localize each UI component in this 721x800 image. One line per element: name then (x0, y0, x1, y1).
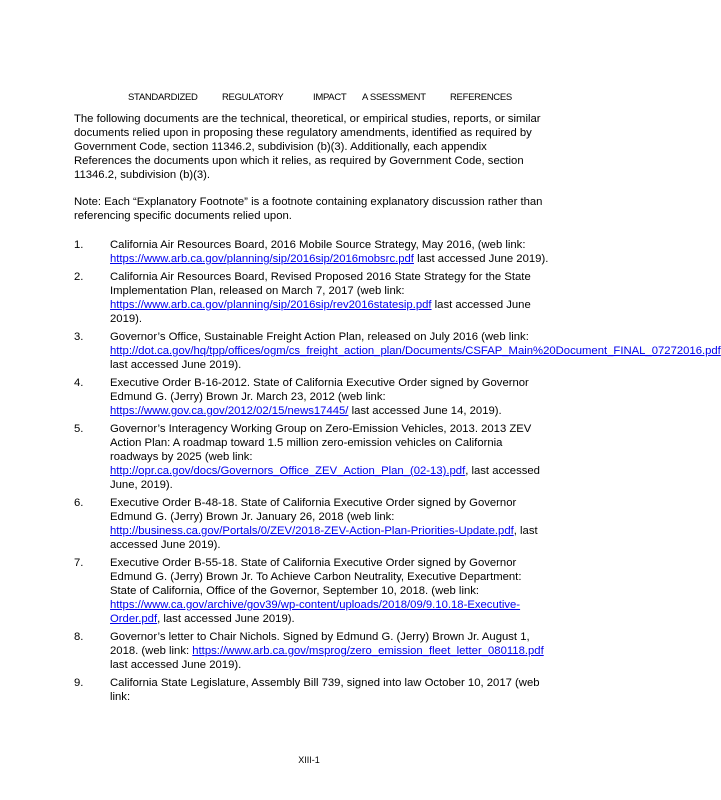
reference-list (74, 238, 721, 708)
heading-word-1: STANDARDIZED (128, 92, 198, 103)
page-heading (0, 92, 618, 106)
page-number: XIII-1 (298, 755, 320, 765)
reference-link[interactable]: http://opr.ca.gov/docs/Governors_Office_ZEV_Action_Plan_(02-13).pdf (110, 465, 466, 477)
reference-link[interactable]: http://dot.ca.gov/hq/tpp/offices/ogm/cs_freight_action_plan/Documents/CSFAP_Main%20Document_FINAL_07272016.pdf (110, 345, 721, 357)
heading-word-5: REFERENCES (450, 92, 512, 103)
reference-text: Governor’s letter to Chair Nichols. Signed by Edmund G. (Jerry) Brown Jr. August 1, 2018. (web link: (110, 631, 530, 657)
heading-word-3: IMPACT (313, 92, 347, 103)
reference-number: 5. (74, 423, 84, 435)
reference-suffix: last accessed June 14, 2019). (348, 405, 502, 417)
reference-suffix: last accessed June 2019). (110, 299, 531, 325)
reference-text: Executive Order B-55-18. State of California Executive Order signed by Governor Edmund G. (Jerry) Brown Jr. To Achieve Carbon Neutrality, Executive Department: State of California, Office of the Governor, September 10, 2018. (web link: (110, 557, 522, 597)
reference-item (74, 330, 721, 372)
reference-item (74, 556, 549, 626)
reference-link[interactable]: https://www.arb.ca.gov/msprog/zero_emission_fleet_letter_080118.pdf (192, 645, 544, 657)
reference-suffix: , last accessed June, 2019). (110, 465, 540, 491)
reference-text: California State Legislature, Assembly Bill 739, signed into law October 10, 2017 (web link: (110, 677, 540, 703)
reference-text: Governor’s Interagency Working Group on Zero-Emission Vehicles, 2013. 2013 ZEV Action Plan: A roadmap toward 1.5 million zero-emission vehicles on California roadways by 2025 (web link: (110, 423, 532, 463)
note-paragraph: Note: Each “Explanatory Footnote” is a footnote containing explanatory discussion rather than referencing specific documents relied upon. (74, 196, 543, 223)
reference-text: Executive Order B-48-18. State of California Executive Order signed by Governor Edmund G. (Jerry) Brown Jr. January 26, 2018 (web link: (110, 497, 517, 523)
reference-link[interactable]: https://www.arb.ca.gov/planning/sip/2016sip/2016mobsrc.pdf (110, 253, 414, 265)
reference-item (74, 238, 549, 266)
reference-suffix: , last accessed June 2019). (110, 525, 538, 551)
reference-item (74, 270, 549, 326)
reference-number: 7. (74, 557, 84, 569)
heading-word-2: REGULATORY (222, 92, 284, 103)
heading-word-4: A SSESSMENT (362, 92, 426, 103)
reference-text: Governor’s Office, Sustainable Freight Action Plan, released on July 2016 (web link: (110, 331, 529, 343)
reference-text: California Air Resources Board, Revised Proposed 2016 State Strategy for the State Implementation Plan, released on March 7, 2017 (web link: (110, 271, 531, 297)
reference-number: 1. (74, 239, 84, 251)
reference-text: California Air Resources Board, 2016 Mobile Source Strategy, May 2016, (web link: (110, 239, 526, 251)
reference-suffix: , last accessed June 2019). (157, 613, 295, 625)
reference-item (74, 676, 549, 704)
reference-link[interactable]: https://www.ca.gov/archive/gov39/wp-content/uploads/2018/09/9.10.18-Executive-Order.pdf (110, 599, 521, 625)
reference-number: 8. (74, 631, 84, 643)
reference-item (74, 630, 549, 672)
reference-number: 2. (74, 271, 84, 283)
reference-item (74, 422, 549, 492)
reference-link[interactable]: https://www.arb.ca.gov/planning/sip/2016sip/rev2016statesip.pdf (110, 299, 432, 311)
reference-link[interactable]: http://business.ca.gov/Portals/0/ZEV/2018-ZEV-Action-Plan-Priorities-Update.pdf (110, 525, 514, 537)
reference-link[interactable]: https://www.gov.ca.gov/2012/02/15/news17445/ (110, 405, 349, 417)
reference-number: 9. (74, 677, 84, 689)
reference-item (74, 496, 549, 552)
reference-text: Executive Order B-16-2012. State of California Executive Order signed by Governor Edmund G. (Jerry) Brown Jr. March 23, 2012 (web link: (110, 377, 529, 403)
reference-number: 3. (74, 331, 84, 343)
reference-suffix: last accessed June 2019). (413, 253, 549, 265)
reference-number: 4. (74, 377, 84, 389)
reference-suffix: last accessed June 2019). (110, 359, 242, 371)
intro-paragraph: The following documents are the technical, theoretical, or empirical studies, reports, or similar documents relied upon in proposing these regulatory amendments, identified as required by Government Code, section 11346.2, subdivision (b)(3). Additionally, each appendix References the documents upon which it relies, as required by Government Code, section 11346.2, subdivision (b)(3). (74, 113, 541, 182)
reference-suffix: last accessed June 2019). (110, 659, 242, 671)
reference-number: 6. (74, 497, 84, 509)
reference-item (74, 376, 549, 418)
